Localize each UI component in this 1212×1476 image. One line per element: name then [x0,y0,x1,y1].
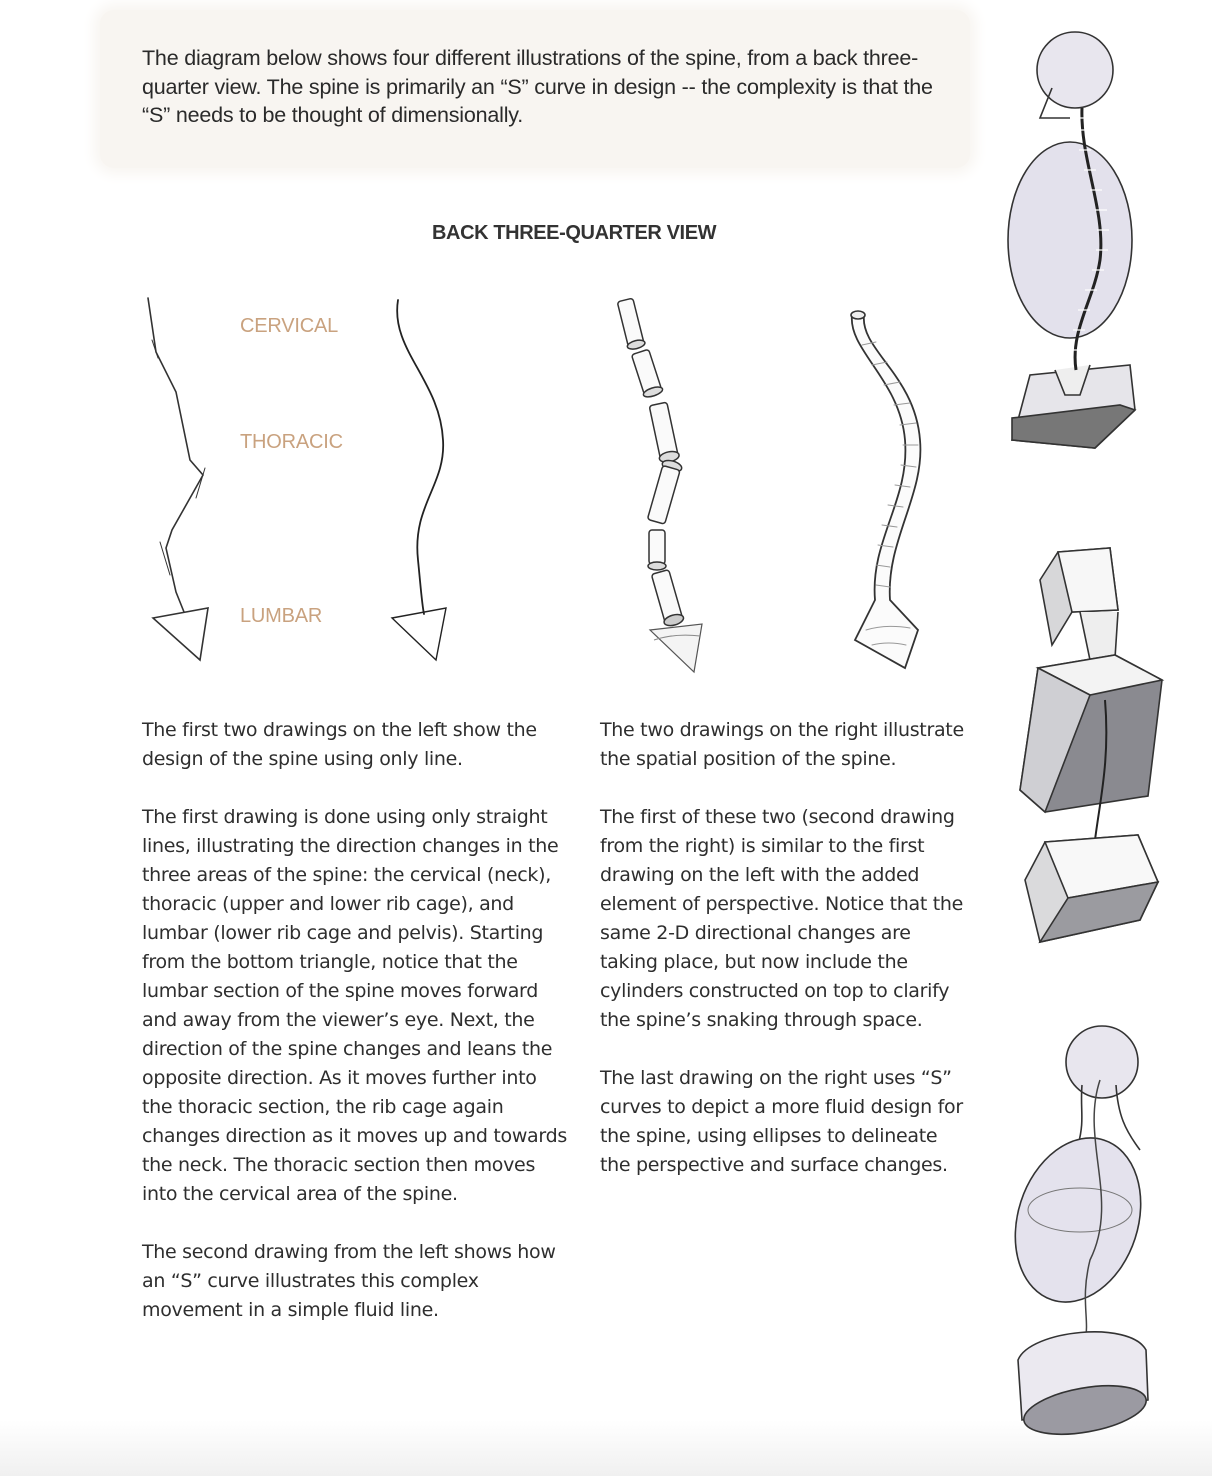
spine-drawing-fluid-tube [851,311,920,668]
left-text-column [142,716,572,1354]
figure-ellipse-construction [995,1026,1161,1442]
left-paragraph: The first drawing is done using only straight lines, illustrating the direction changes in the three areas of the spine: the cervical (neck), thoracic (upper and lower rib cage), and lumbar (lower rib cage and pelvis). Starting from the bottom triangle, notice that the lumbar section of the spine moves forward and away from the viewer’s eye. Next, the direction of the spine changes and leans the opposite direction. As it moves further into the thoracic section, the rib cage again changes direction as it moves up and towards the neck. The thoracic section then moves into the cervical area of the spine. [142,806,567,1205]
spine-drawing-cylinders [616,298,702,672]
left-paragraph: The second drawing from the left shows how an “S” curve illustrates this complex movement in a simple fluid line. [142,1241,556,1321]
left-paragraph: The first two drawings on the left show the design of the spine using only line. [142,719,537,770]
figure-ribcage-ellipse-pelvis-box [1008,32,1135,448]
spine-drawing-straight-lines [148,298,208,660]
intro-text: The diagram below shows four different illustrations of the spine, from a back three-quarter view. The spine is primarily an “S” curve in design -- the complexity is that the “S” needs to be thought of dimensionally. [142,46,933,127]
figure-box-construction [1020,548,1162,942]
diagram-title: BACK THREE-QUARTER VIEW [432,222,717,244]
label-thoracic: THORACIC [240,431,343,453]
label-lumbar: LUMBAR [240,605,323,627]
label-cervical: CERVICAL [240,315,339,337]
page-bottom-fade [0,1420,1212,1476]
right-text-column [600,716,970,1209]
right-paragraph: The first of these two (second drawing from the right) is similar to the first drawing on the left with the added element of perspective. Notice that the same 2-D directional changes are taking place, but now include the cylinders constructed on top to clarify the spine’s snaking through space. [600,806,963,1031]
right-paragraph: The two drawings on the right illustrate the spatial position of the spine. [600,719,964,770]
spine-drawing-s-curve [392,300,446,660]
right-paragraph: The last drawing on the right uses “S” curves to depict a more fluid design for the spine, using ellipses to delineate the perspective and surface changes. [600,1067,963,1176]
